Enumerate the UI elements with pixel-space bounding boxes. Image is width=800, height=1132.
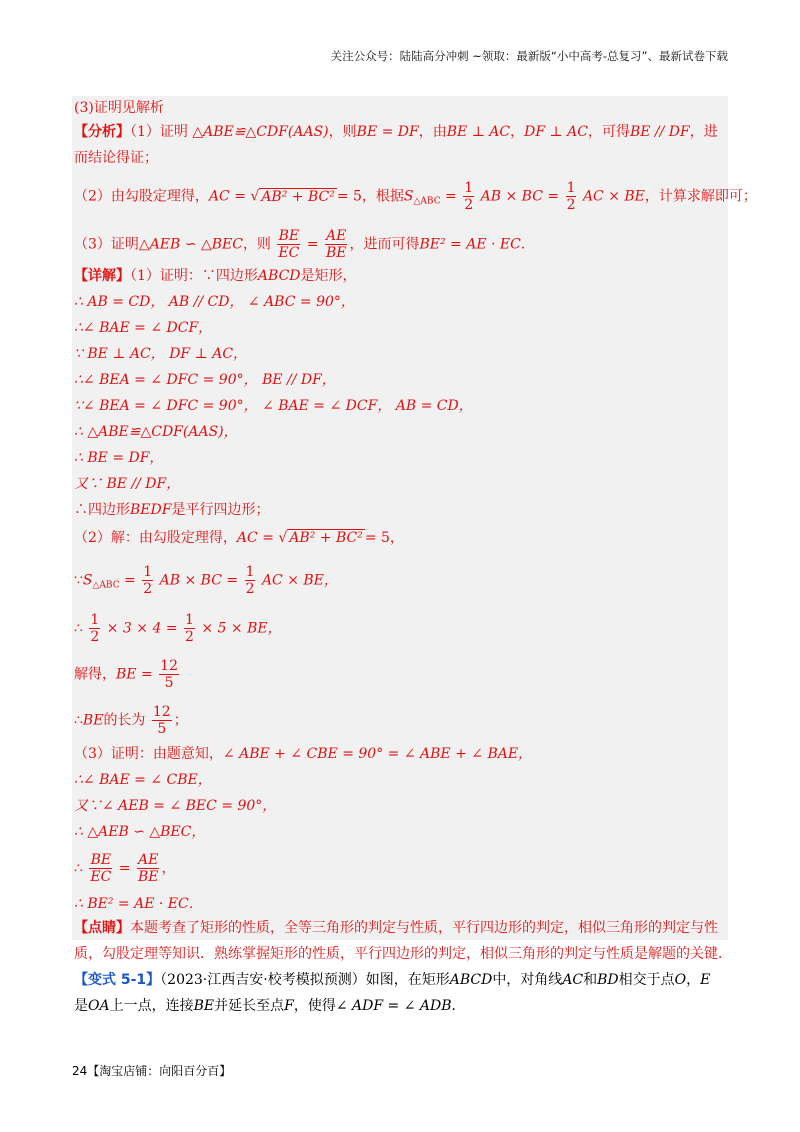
text: （1）证明：∵四边形 (130, 268, 258, 284)
denominator: BE (325, 245, 347, 261)
text: （2）解：由勾股定理得， (74, 530, 237, 546)
numerator: AE (138, 852, 159, 868)
fraction-ae-be (325, 228, 348, 261)
detail-line-19: ∴ △AEB ∽ △BEC， (74, 824, 206, 840)
math: ABCD (257, 268, 301, 284)
text: ∴四边形 (74, 502, 130, 518)
detail-line-5: ∴∠ BEA = ∠ DFC = 90°， BE // DF， (74, 372, 336, 388)
denominator: 2 (143, 581, 153, 597)
math: BE = DF (356, 124, 419, 140)
fraction-half (566, 180, 577, 213)
fraction-half (463, 180, 474, 213)
math: BE = (116, 666, 153, 683)
sqrt-expr: AB² + BC² (289, 530, 363, 546)
fraction-half (184, 612, 195, 645)
fraction-12-5 (159, 658, 179, 691)
math: O (674, 972, 687, 988)
math: DF ⊥ AC (524, 124, 588, 140)
sqrt-expr: AB² + BC² (261, 188, 335, 205)
math: BE (193, 998, 215, 1014)
detail-line-2: ∴ AB = CD， AB // CD， ∠ ABC = 90°， (74, 294, 355, 310)
text: ， (510, 124, 525, 140)
detail-tag: 【详解】 (74, 268, 130, 284)
text: 中，对角线 (492, 972, 563, 988)
text: 是矩形， (300, 268, 357, 284)
math: AC = (236, 530, 274, 546)
detail-line-6: ∵∠ BEA = ∠ DFC = 90°， ∠ BAE = ∠ DCF， AB = CD， (74, 398, 473, 414)
analysis-line-2: 而结论得证； (74, 150, 158, 166)
fraction-be-ec (277, 228, 300, 261)
text: = 5， (364, 530, 404, 546)
denominator: 2 (566, 197, 576, 213)
analysis-line-3: （2）由勾股定理得，AC = √ AB² + BC² = 5，根据$S_{\triangle ABC}$ = $\frac{1}{2}$ AB × BC = $\frac{1}{2}$ AC × BE，计算求解即可； (74, 180, 757, 213)
math: △ABE≌△CDF(AAS) (192, 124, 329, 140)
fraction-half (89, 612, 100, 645)
math: × 3 × 4 = (106, 620, 178, 637)
math: S (403, 188, 414, 205)
detail-line-8: ∴ BE = DF， (74, 450, 164, 466)
math: △AEB ∽ △BEC (138, 236, 243, 253)
math: AC (562, 972, 584, 988)
text: ，进 (689, 124, 718, 140)
detail-line-4: ∵ BE ⊥ AC， DF ⊥ AC， (74, 346, 248, 362)
detail-line-11: （2）解：由勾股定理得，AC = √ AB² + BC² = 5， (74, 530, 404, 546)
text: ， (161, 860, 176, 877)
text: ． (451, 998, 466, 1014)
page-footer (72, 1062, 231, 1079)
text: 本题考查了矩形的性质，全等三角形的判定与性质，平行四边形的判定，相似三角形的判定与性 (130, 920, 718, 936)
math: ∠ ABE + ∠ CBE = 90° = ∠ ABE + ∠ BAE， (222, 746, 533, 762)
fraction-be-ec (89, 852, 112, 885)
math: BE // DF (629, 124, 690, 140)
text: 的长为 (103, 712, 146, 729)
analysis-line-1 (74, 122, 718, 142)
math: AB × BC = (480, 188, 560, 205)
numerator: 1 (185, 612, 194, 628)
text: = (440, 188, 457, 205)
variant-tag: 【变式 5-1】 (74, 972, 161, 988)
fraction-half (142, 564, 153, 597)
text: = 5，根据 (336, 188, 404, 205)
comment-line-2: 质，勾股定理等知识．熟练掌握矩形的性质，平行四边形的判定，相似三角形的判定与性质是解题的关键． (74, 946, 732, 962)
math: AB × BC = (159, 572, 239, 589)
math: ABCD (449, 972, 493, 988)
subscript: △ABC (92, 580, 120, 591)
detail-line-15 (74, 704, 188, 737)
math: F (284, 998, 294, 1014)
numerator: AE (326, 228, 347, 244)
text: 并延长至点 (214, 998, 285, 1014)
comment-tag: 【点睛】 (74, 920, 130, 936)
text: （2）由勾股定理得， (74, 188, 209, 205)
detail-line-16 (74, 744, 532, 764)
detail-line-9: 又∵ BE // DF， (74, 476, 181, 492)
numerator: 12 (152, 704, 171, 720)
denominator: EC (90, 869, 112, 885)
variant-line-2 (74, 996, 466, 1016)
text: ∴ (74, 712, 83, 729)
detail-line-17: ∴∠ BAE = ∠ CBE， (74, 772, 212, 788)
math: BE ⊥ AC (446, 124, 511, 140)
text: 上一点，连接 (109, 998, 194, 1014)
page-number: 24 (72, 1064, 88, 1078)
denominator: 5 (157, 721, 167, 737)
denominator: 5 (164, 675, 174, 691)
denominator: EC (278, 245, 300, 261)
part3-answer: (3)证明见解析 (74, 100, 164, 116)
text: ， (686, 972, 701, 988)
numerator: BE (90, 852, 112, 868)
text: ∵ (74, 572, 83, 589)
text: （3）证明：由题意知， (74, 746, 223, 762)
comment-line-1 (74, 918, 718, 938)
math: ∠ ADF = ∠ ADB (335, 998, 452, 1014)
math: AC × BE (582, 188, 645, 205)
denominator: 2 (90, 629, 100, 645)
text: = (302, 236, 323, 253)
numerator: 12 (160, 658, 178, 674)
subscript: △ABC (413, 196, 441, 207)
math: OA (88, 998, 110, 1014)
math: S (82, 572, 93, 589)
text: （1）证明 (130, 124, 188, 140)
detail-line-18: 又∵∠ AEB = ∠ BEC = 90°， (74, 798, 277, 814)
detail-line-7: ∴ △ABE≌△CDF(AAS)， (74, 424, 238, 440)
text: ，由 (418, 124, 447, 140)
numerator: 1 (464, 180, 474, 196)
math: E (700, 972, 711, 988)
detail-line-10 (74, 500, 269, 520)
detail-line-21: ∴ BE² = AE · EC． (74, 896, 203, 912)
fraction-half (245, 564, 256, 597)
analysis-line-4 (74, 228, 535, 261)
text: （2023·江西吉安·校考模拟预测）如图，在矩形 (160, 972, 450, 988)
text: ，可得 (587, 124, 630, 140)
detail-line-1 (74, 266, 357, 286)
text: （3）证明 (74, 236, 139, 253)
text: ，使得 (293, 998, 336, 1014)
math: BE² = AE · EC (419, 236, 521, 253)
fraction-12-5 (152, 704, 172, 737)
text: 是 (74, 998, 88, 1014)
numerator: 1 (143, 564, 153, 580)
text: ； (173, 712, 188, 729)
numerator: BE (278, 228, 300, 244)
detail-line-20 (74, 852, 175, 885)
text: ∴ (74, 860, 83, 877)
shop-name: 【淘宝店铺：向阳百分百】 (87, 1064, 232, 1078)
text: 和 (583, 972, 598, 988)
text: 是平行四边形； (171, 502, 270, 518)
math: AC × BE， (261, 572, 338, 589)
detail-line-13 (74, 612, 282, 645)
detail-line-12 (74, 564, 338, 597)
analysis-tag: 【分析】 (74, 124, 130, 140)
math: BD (597, 972, 619, 988)
numerator: 1 (90, 612, 100, 628)
text: = (114, 860, 135, 877)
denominator: BE (137, 869, 159, 885)
text: 相交于点 (618, 972, 675, 988)
math: AC = (208, 188, 246, 205)
text: ，计算求解即可； (644, 188, 757, 205)
text: ． (520, 236, 535, 253)
detail-line-14 (74, 658, 181, 691)
text: ，进而可得 (349, 236, 420, 253)
denominator: 2 (245, 581, 255, 597)
variant-line-1 (74, 970, 710, 990)
fraction-ae-be (137, 852, 160, 885)
text: ，则 (242, 236, 271, 253)
detail-line-3: ∴∠ BAE = ∠ DCF， (74, 320, 213, 336)
math: × 5 × BE， (201, 620, 282, 637)
page-header: 关注公众号：陆陆高分冲刺 ~领取：最新版“小中高考-总复习”、最新试卷下载 (330, 49, 728, 63)
text: = (119, 572, 136, 589)
text: ∴ (74, 620, 83, 637)
math: BE (82, 712, 104, 729)
math: BEDF (130, 502, 172, 518)
denominator: 2 (185, 629, 194, 645)
numerator: 1 (245, 564, 255, 580)
numerator: 1 (566, 180, 576, 196)
denominator: 2 (464, 197, 474, 213)
text: ，则 (328, 124, 357, 140)
text: 解得， (74, 666, 116, 683)
